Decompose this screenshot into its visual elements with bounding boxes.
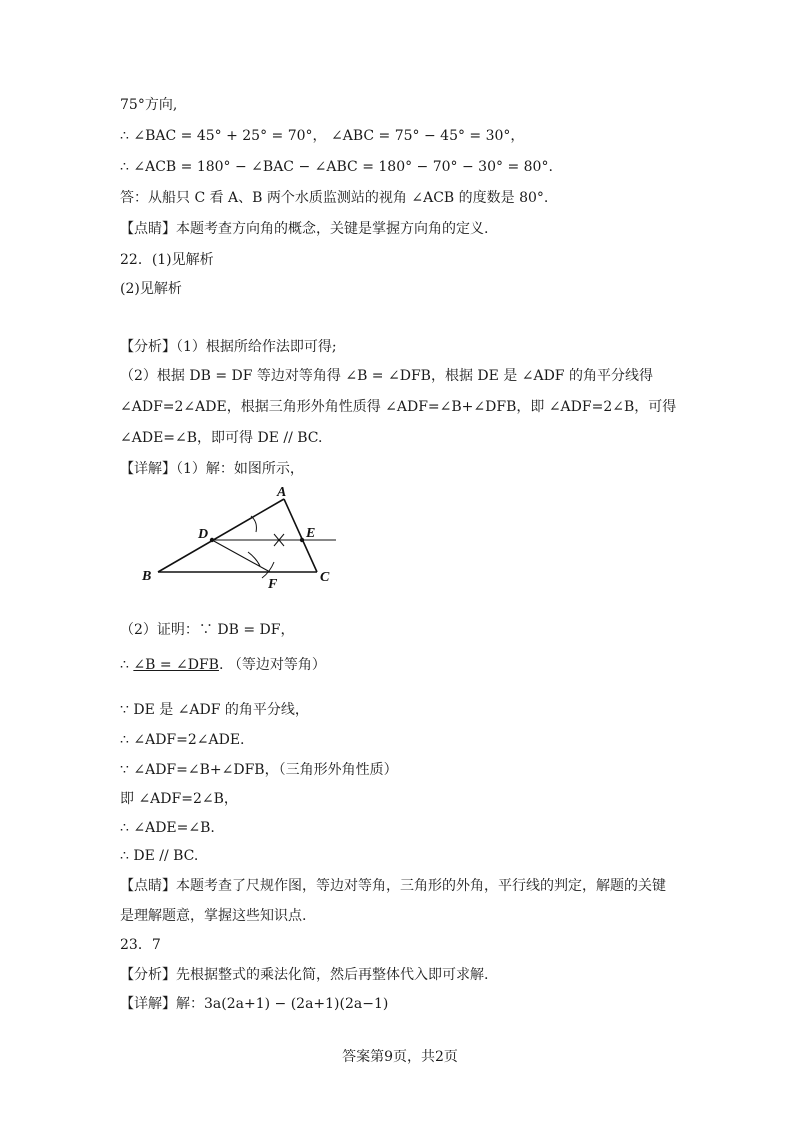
arc-mark-2 [248, 552, 260, 566]
proof-line-3: ∵ DE 是 ∠ADF 的角平分线， [120, 702, 309, 718]
segment-ba [158, 499, 284, 572]
label-a: A [277, 485, 287, 500]
question-22-answer-1: 22．(1)见解析 [120, 252, 214, 268]
proof-line-8: ∴ DE // BC. [120, 848, 199, 864]
point-d [210, 538, 214, 542]
point-e [300, 538, 304, 542]
label-c: C [320, 570, 330, 585]
comment-line-3: 是理解题意，掌握这些知识点. [120, 908, 307, 924]
triangle-construction-figure [138, 484, 348, 598]
question-22-answer-2: (2)见解析 [120, 281, 182, 297]
proof-reason: . （等边对等角） [218, 657, 326, 673]
label-d: D [198, 527, 209, 542]
segment-df [212, 540, 270, 572]
triangle-diagram [138, 484, 348, 594]
proof-line-5: ∵ ∠ADF=∠B+∠DFB，（三角形外角性质） [120, 762, 398, 778]
arc-mark-3 [262, 562, 274, 578]
proof-line-1: （2）证明：∵ DB = DF， [120, 622, 295, 638]
proof-line-4: ∴ ∠ADF=2∠ADE. [120, 732, 245, 748]
text-line-4: 答：从船只 C 看 A、B 两个水质监测站的视角 ∠ACB 的度数是 80°. [120, 190, 549, 206]
analysis-line-23: 【分析】先根据整式的乘法化简，然后再整体代入即可求解. [120, 967, 489, 983]
label-e: E [306, 526, 316, 541]
detail-line-1: 【详解】（1）解：如图所示， [120, 461, 304, 477]
detail-line-23: 【详解】解：3a(2a+1) − (2a+1)(2a−1) [120, 996, 389, 1012]
comment-line-2: 【点睛】本题考查了尺规作图，等边对等角，三角形的外角，平行线的判定，解题的关键 [120, 878, 666, 894]
question-23-answer: 23．7 [120, 937, 161, 953]
analysis-line-2: （2）根据 DB = DF 等边对等角得 ∠B = ∠DFB，根据 DE 是 ∠ADF 的角平分线得 [120, 368, 653, 384]
text-line-1: 75°方向, [120, 97, 178, 113]
text-line-2: ∴ ∠BAC = 45° + 25° = 70°， ∠ABC = 75° − 45° = 30°， [120, 128, 525, 144]
label-f: F [268, 577, 278, 592]
analysis-line-1: 【分析】（1）根据所给作法即可得; [120, 339, 337, 355]
proof-line-6: 即 ∠ADF=2∠B， [120, 791, 238, 807]
underlined-angle-equality: ∠B = ∠DFB [133, 657, 219, 673]
text-line-3: ∴ ∠ACB = 180° − ∠BAC − ∠ABC = 180° − 70° − 30° = 80°. [120, 159, 553, 175]
label-b: B [142, 569, 152, 584]
proof-line-7: ∴ ∠ADE=∠B. [120, 820, 215, 836]
comment-line: 【点睛】本题考查方向角的概念，关键是掌握方向角的定义. [120, 221, 489, 237]
page-footer: 答案第9页，共2页 [342, 1049, 458, 1065]
therefore-symbol: ∴ [120, 657, 134, 673]
analysis-line-4: ∠ADE=∠B，即可得 DE // BC. [120, 430, 323, 446]
analysis-line-3: ∠ADF=2∠ADE，根据三角形外角性质得 ∠ADF=∠B+∠DFB，即 ∠ADF=2∠B，可得 [120, 399, 677, 415]
proof-line-2 [120, 655, 326, 675]
